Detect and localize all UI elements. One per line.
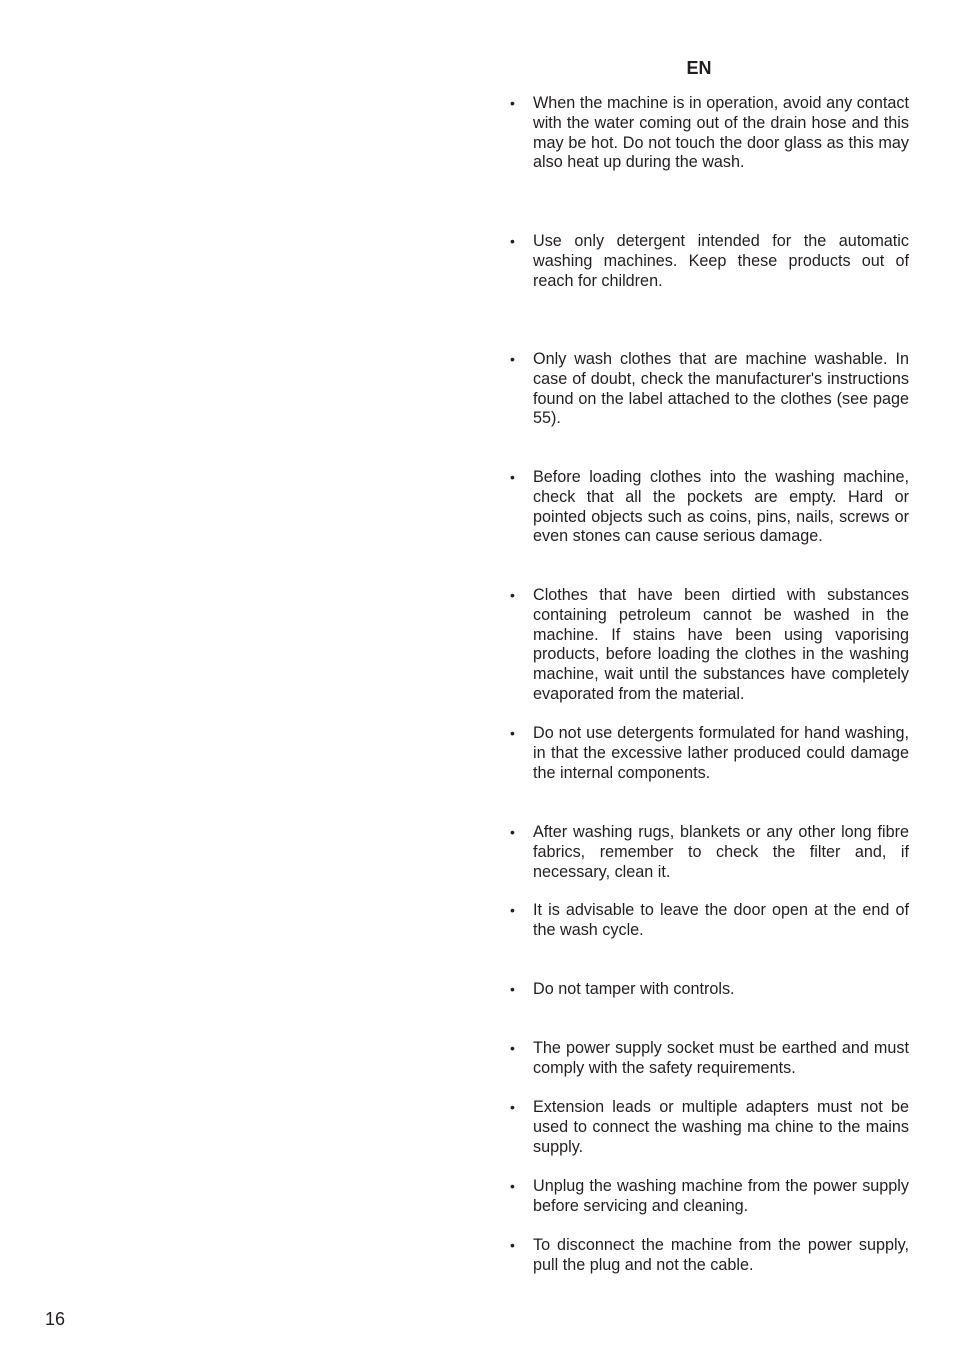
list-item-text: After washing rugs, blankets or any other long fibre fabrics, remember to check the filter and, if necessary, clean it. [533,823,909,881]
list-item [510,1177,909,1217]
bullet-icon: • [510,1178,515,1194]
list-item [510,1039,909,1079]
list-item-text: The power supply socket must be earthed and must comply with the safety requirements. [533,1039,909,1077]
bullet-icon: • [510,351,515,367]
language-code: EN [686,58,712,78]
list-item [510,980,909,1000]
list-item-text: Do not use detergents formulated for hand washing, in that the excessive lather produced could damage the internal components. [533,724,909,782]
list-item [510,1236,909,1276]
list-item [510,468,909,547]
bullet-icon: • [510,1237,515,1253]
page-number: 16 [45,1309,66,1329]
bullet-icon: • [510,233,515,249]
list-item [510,94,909,173]
bullet-icon: • [510,725,515,741]
list-item-text: When the machine is in operation, avoid any contact with the water coming out of the drain hose and this may be hot. Do not touch the door glass as this may also heat up during the wash. [533,94,909,172]
list-item [510,232,909,291]
bullet-icon: • [510,902,515,918]
bullet-icon: • [510,469,515,485]
list-item [510,901,909,941]
list-item-text: Use only detergent intended for the automatic washing machines. Keep these products out of reach for children. [533,232,909,290]
list-item-text: Only wash clothes that are machine washable. In case of doubt, check the manufacturer's instructions found on the label attached to the clothes (see page 55). [533,350,909,428]
bullet-icon: • [510,824,515,840]
list-item-text: Extension leads or multiple adapters must not be used to connect the washing ma chine to the mains supply. [533,1098,909,1156]
bullet-icon: • [510,95,515,111]
list-item-text: Before loading clothes into the washing machine, check that all the pockets are empty. Hard or pointed objects such as coins, pins, nails, screws or even stones can cause serious damage. [533,468,909,546]
list-item-text: Clothes that have been dirtied with substances containing petroleum cannot be washed in the machine. If stains have been using vaporising products, before loading the clothes in the washing machine, wait until the substances have completely evaporated from the material. [533,586,909,703]
bullet-icon: • [510,1040,515,1056]
list-item [510,586,909,705]
list-item [510,350,909,429]
list-item-text: It is advisable to leave the door open at the end of the wash cycle. [533,901,909,939]
list-item [510,724,909,783]
bullet-icon: • [510,1099,515,1115]
list-item-text: To disconnect the machine from the power supply, pull the plug and not the cable. [533,1236,909,1274]
bullet-icon: • [510,981,515,997]
list-item-text: Do not tamper with controls. [533,980,735,998]
list-item [510,1098,909,1157]
list-item [510,823,909,882]
list-item-text: Unplug the washing machine from the power supply before servicing and cleaning. [533,1177,909,1215]
bullet-icon: • [510,587,515,603]
